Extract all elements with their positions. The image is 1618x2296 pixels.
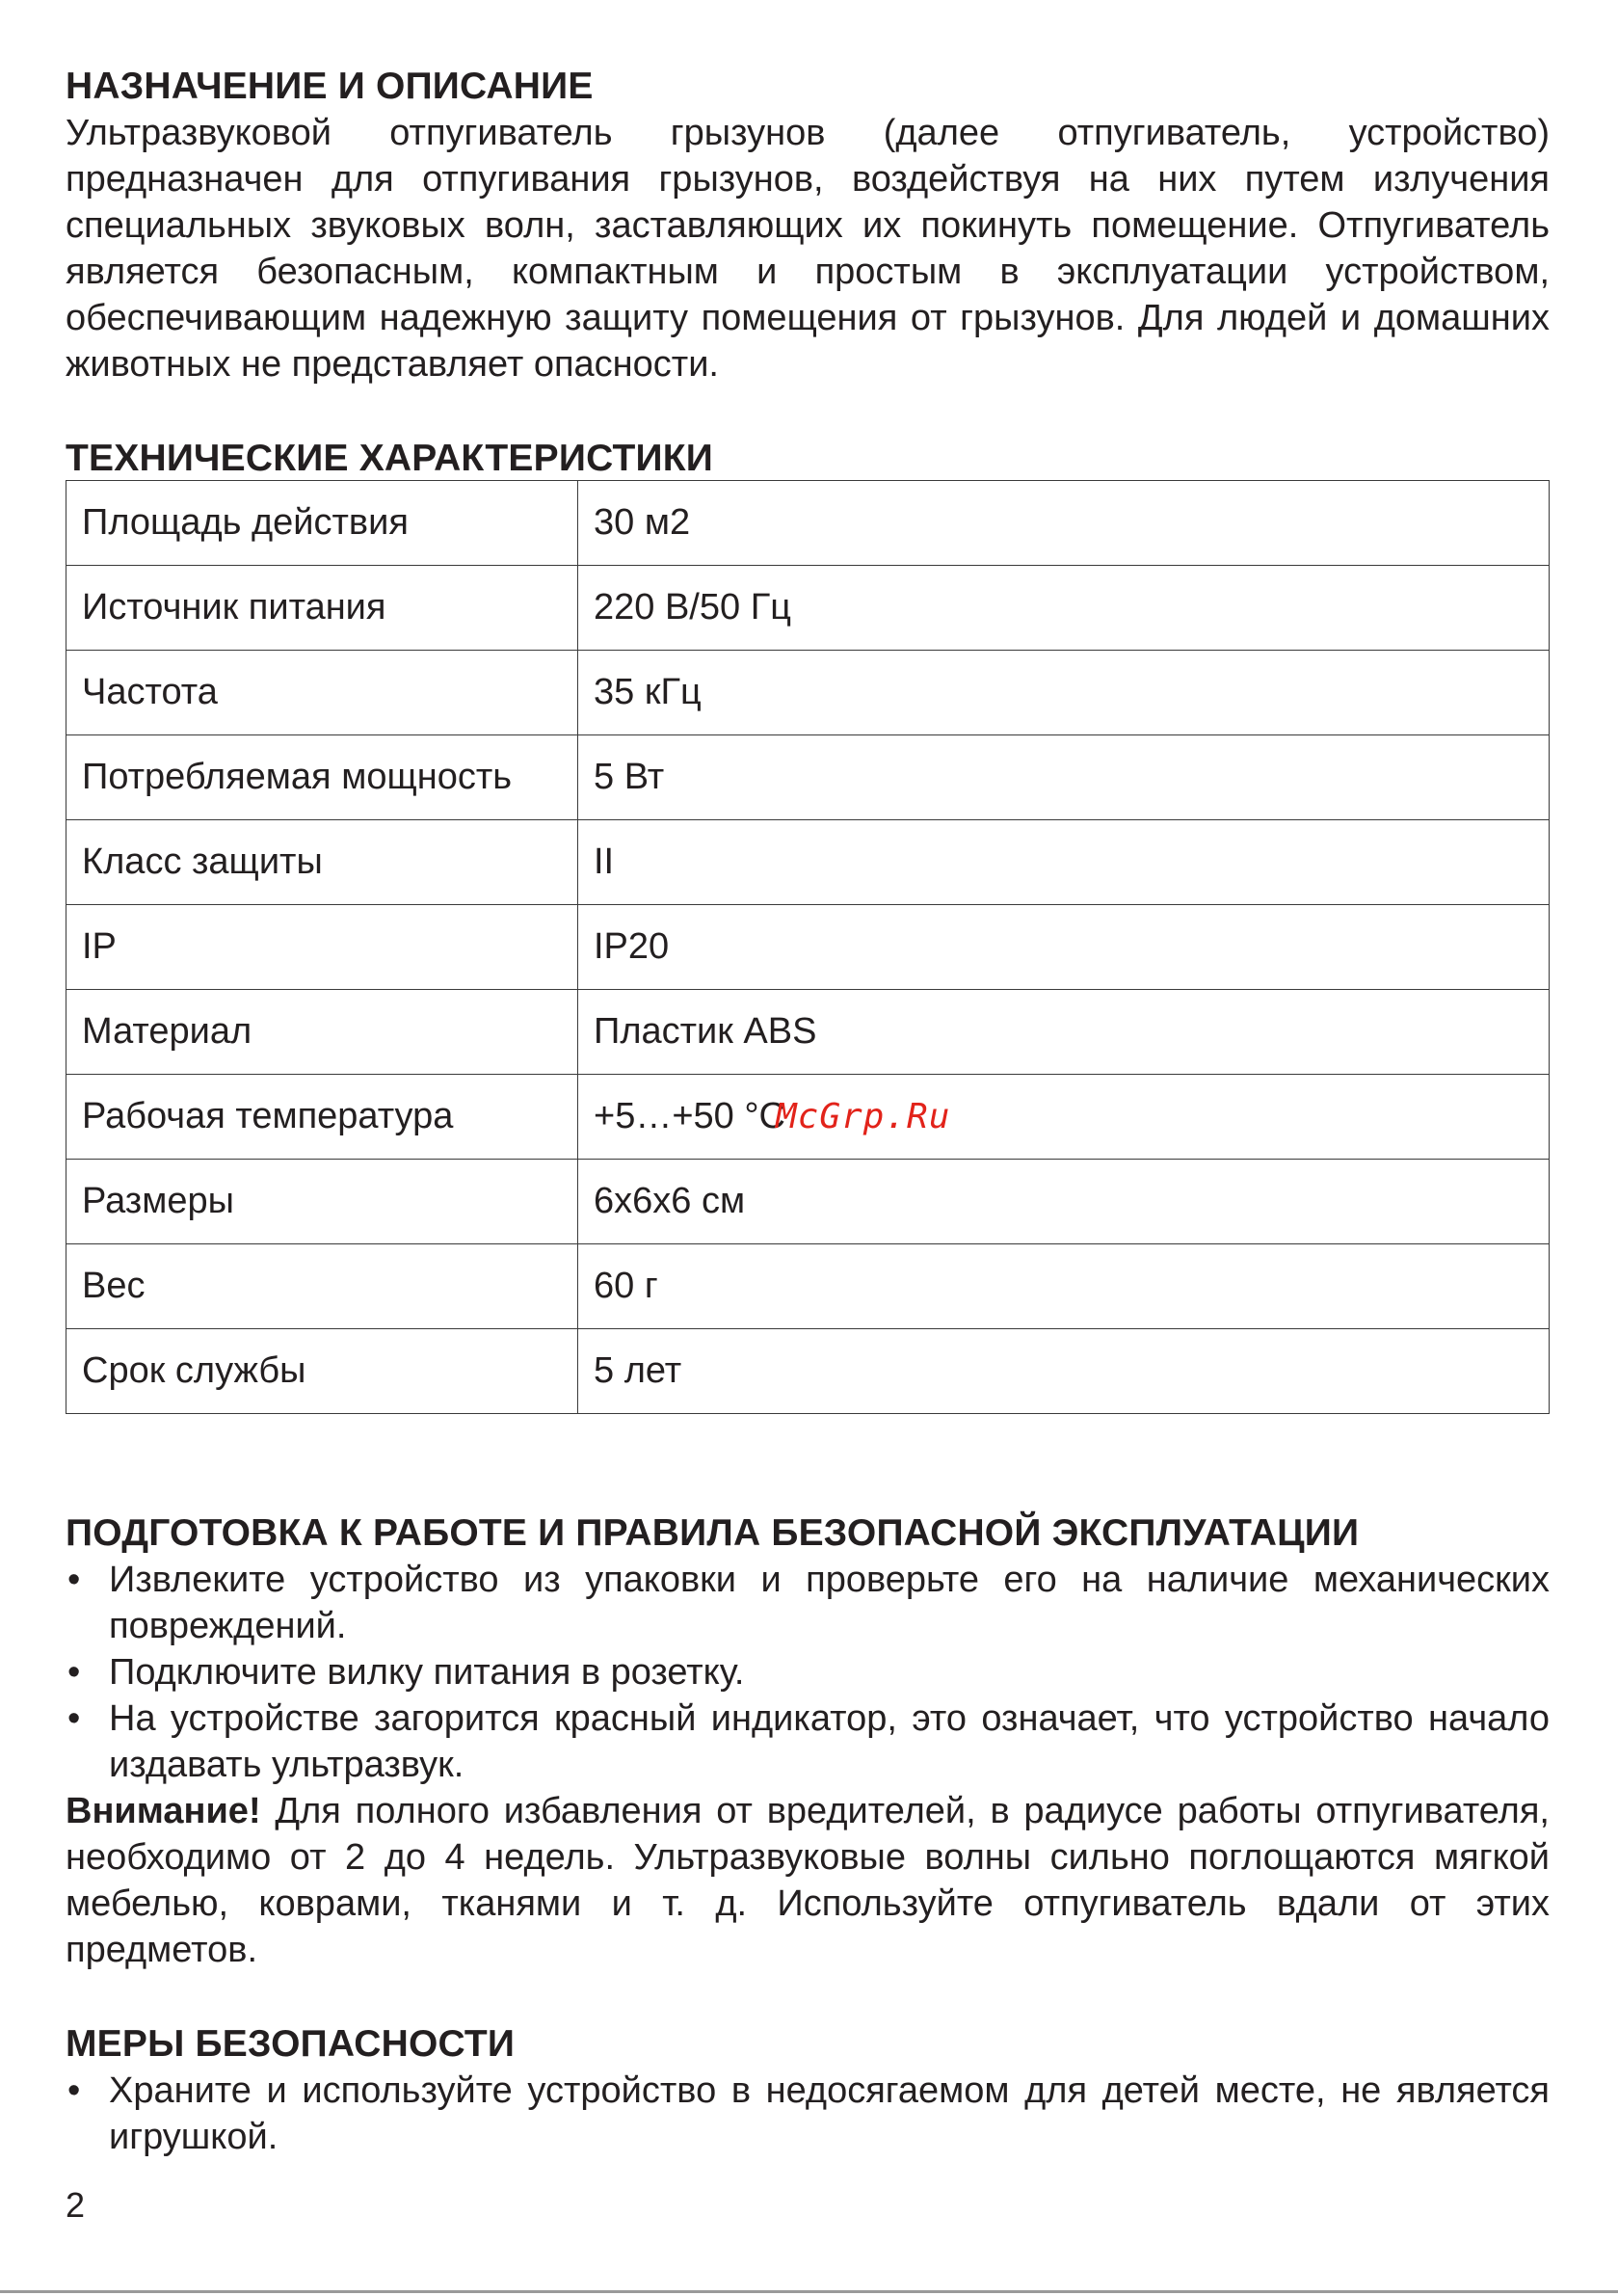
list-item: • Извлеките устройство из упаковки и проверьте его на наличие механических повреждений. [66,1557,1550,1649]
spec-label: Источник питания [66,566,578,651]
table-row [66,1075,1550,1160]
specs-section [66,436,1550,1414]
bottom-divider [0,2290,1618,2293]
spec-value: 60 г [578,1244,1550,1329]
spec-value: 5 лет [578,1329,1550,1414]
table-row [66,651,1550,735]
bullet-icon: • [67,1560,81,1600]
spec-label: Частота [66,651,578,735]
purpose-section [66,64,1550,387]
list-item: • Храните и используйте устройство в недосягаемом для детей месте, не является игрушкой. [66,2068,1550,2160]
spec-value: 5 Вт [578,735,1550,820]
section-title: ПОДГОТОВКА К РАБОТЕ И ПРАВИЛА БЕЗОПАСНОЙ ЭКСПЛУАТАЦИИ [66,1512,1360,1554]
page-number: 2 [66,2185,86,2225]
spec-value: +5…+50 °СMcGrp.Ru [578,1075,1550,1160]
table-row [66,1160,1550,1244]
bullet-icon: • [67,1652,81,1693]
table-row [66,1244,1550,1329]
table-row [66,566,1550,651]
section-title: ТЕХНИЧЕСКИЕ ХАРАКТЕРИСТИКИ [66,438,713,479]
warning-paragraph [66,1788,1550,1973]
table-row [66,820,1550,905]
spec-label: Рабочая температура [66,1075,578,1160]
preparation-list [66,1557,1550,1788]
safety-list [66,2068,1550,2160]
spec-label: Потребляемая мощность [66,735,578,820]
spec-label: Класс защиты [66,820,578,905]
section-title: МЕРЫ БЕЗОПАСНОСТИ [66,2023,516,2065]
table-row [66,905,1550,990]
spec-label: Срок службы [66,1329,578,1414]
purpose-paragraph: Ультразвуковой отпугиватель грызунов (далее отпугиватель, устройство) предназначен для отпугивания грызунов, воздействуя на них путем излучения специальных звуковых волн, заставляющих их покинуть помещение. Отпугиватель является безопасным, компактным и простым в эксплуатации устройством, обеспечивающим надежную защиту помещения от грызунов. Для людей и домашних животных не представляет опасности. [66,113,1550,385]
document-page [66,64,1550,2160]
spec-label: IP [66,905,578,990]
spec-value: 30 м2 [578,481,1550,566]
warning-text: Для полного избавления от вредителей, в радиусе работы отпугивателя, необходимо от 2 до 4 недель. Ультразвуковые волны сильно поглощаются мягкой мебелью, коврами, тканями и т. д. Используйте отпугиватель вдали от этих предметов. [66,1791,1550,1970]
spec-label: Вес [66,1244,578,1329]
spec-value: 35 кГц [578,651,1550,735]
spec-label: Материал [66,990,578,1075]
spec-value: Пластик ABS [578,990,1550,1075]
list-item: • На устройстве загорится красный индикатор, это означает, что устройство начало издавать ультразвук. [66,1695,1550,1788]
spec-value: II [578,820,1550,905]
table-row [66,990,1550,1075]
warning-label: Внимание! [66,1791,261,1831]
list-item: • Подключите вилку питания в розетку. [66,1649,1550,1695]
table-row [66,481,1550,566]
safety-section [66,2021,1550,2160]
preparation-section [66,1510,1550,1973]
spec-label: Площадь действия [66,481,578,566]
section-title: НАЗНАЧЕНИЕ И ОПИСАНИЕ [66,66,594,107]
spec-label: Размеры [66,1160,578,1244]
table-row [66,735,1550,820]
spec-value: 220 В/50 Гц [578,566,1550,651]
watermark: McGrp.Ru [775,1097,951,1136]
bullet-icon: • [67,1698,81,1739]
spec-value: 6х6х6 см [578,1160,1550,1244]
specs-table [66,480,1550,1414]
bullet-icon: • [67,2070,81,2111]
table-row [66,1329,1550,1414]
spec-value: IP20 [578,905,1550,990]
